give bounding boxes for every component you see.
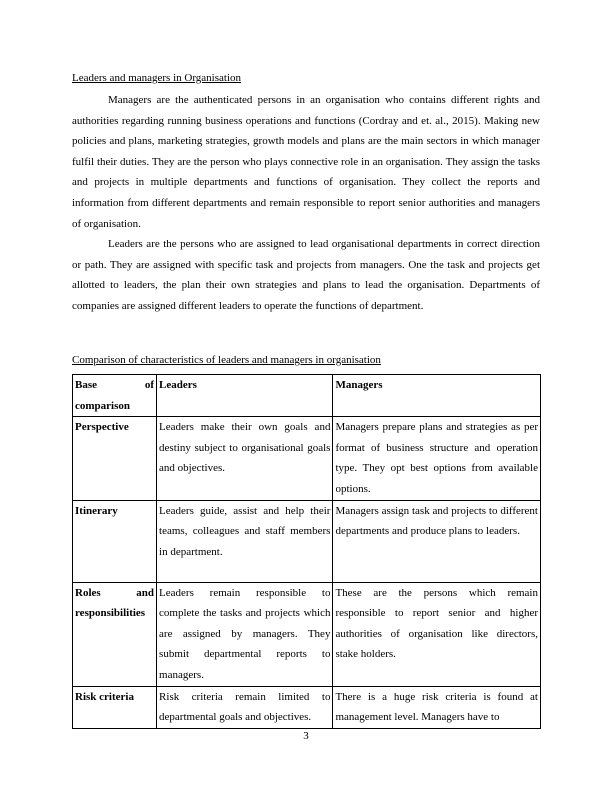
row-leaders-cell: Leaders make their own goals and destiny subject to organisational goals and objectives. [157,417,333,500]
table-row [73,417,541,500]
header-managers: Managers [333,375,541,417]
row-leaders-cell: Leaders remain responsible to complete the tasks and projects which are assigned by managers. They submit departmental reports to managers. [157,582,333,686]
table-title: Comparison of characteristics of leaders and managers in organisation [72,354,381,366]
row-managers-cell: These are the persons which remain responsible to report senior and higher authorities of organisation like directors, stake holders. [333,582,541,686]
row-leaders-cell: Risk criteria remain limited to departmental goals and objectives. [157,686,333,728]
comparison-table [72,374,541,729]
row-leaders-cell: Leaders guide, assist and help their teams, colleagues and staff members in department. [157,500,333,582]
page-number: 3 [303,730,309,742]
row-managers-cell: Managers assign task and projects to different departments and produce plans to leaders. [333,500,541,582]
table-header-row [73,375,541,417]
table-row [73,500,541,582]
paragraph-managers: Managers are the authenticated persons in an organisation who contains different rights and authorities regarding running business operations and functions (Cordray and et. al., 2015). Making new policies and plans, marketing strategies, growth models and plans are the main sectors in which manager fulfil their duties. They are the person who plays connective role in an organisation. They assign the tasks and projects in multiple departments and functions of organisation. They collect the reports and information from different departments and remain responsible to report senior authorities and managers of organisation. [72,94,540,230]
header-base-of-comparison: Base of comparison [73,375,157,417]
row-managers-cell: Managers prepare plans and strategies as per format of business structure and operation type. They opt best options from available options. [333,417,541,500]
table-row [73,582,541,686]
table-row [73,686,541,728]
header-leaders: Leaders [157,375,333,417]
section-heading: Leaders and managers in Organisation [72,72,242,84]
row-base-cell: Risk criteria [73,686,157,728]
row-managers-cell: There is a huge risk criteria is found at management level. Managers have to [333,686,541,728]
paragraph-leaders: Leaders are the persons who are assigned to lead organisational departments in correct direction or path. They are assigned with specific task and projects from managers. One the task and projects get allotted to leaders, the plan their own strategies and plans to lead the organisation. Departments of companies are assigned different leaders to operate the functions of department. [72,238,540,312]
row-base-cell: Perspective [73,417,157,500]
row-base-cell: Itinerary [73,500,157,582]
row-base-cell: Roles and responsibilities [73,582,157,686]
